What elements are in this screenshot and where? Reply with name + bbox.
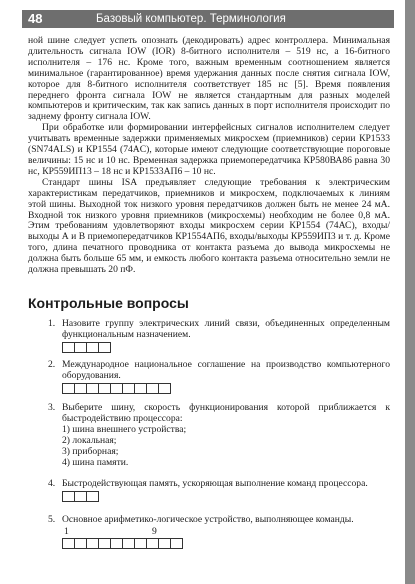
box-index-row [62, 526, 390, 536]
answer-box[interactable] [170, 538, 183, 549]
question-number: 4. [48, 478, 56, 489]
question-1 [48, 318, 390, 353]
answer-box[interactable] [158, 383, 171, 394]
question-list [48, 318, 390, 549]
answer-boxes[interactable] [62, 383, 390, 394]
question-text: Быстродействующая память, ускоряющая выполнение команд процессора. [62, 478, 368, 489]
paragraph: При обработке или формировании интерфейсных сигналов исполнителем следует учитывать временные задержки применяемых микросхем (приемников) серии КР1533 (SN74ALS) и КР1554 (74AC), которые имеют следующие соответствующие пороговые величины: 15 нс и 10 нс. Временная задержка приемопередатчика КР580ВА86 равна 30 нс, КР559ИП13 – 18 нс и КР1533АП6 – 10 нс. [28, 122, 390, 177]
paragraph: ной шине следует успеть опознать (декодировать) адрес контроллера. Минимальная длительность сигнала IOW (IOR) 8-битного исполнителя – 519 нс, а 16-битного исполнителя – 176 нс. Кроме того, важным временным соотношением является минимальное (гарантированное) время удержания данных после снятия сигнала IOW, которое для 8-битного исполнителя соответствует 185 нс [5]. Время появления переднего фронта сигнала IOW не является стандартным для разных моделей компьютеров и критическим, так как запись данных в порт исполнителя происходит по заднему фронту сигнала IOW. [28, 35, 390, 123]
section-title: Контрольные вопросы [28, 295, 189, 311]
page-header [22, 10, 394, 28]
question-text: Международное национальное соглашение на производство компьютерного оборудования. [62, 359, 390, 381]
page-edge-bar [405, 0, 415, 584]
answer-boxes[interactable] [62, 491, 390, 502]
question-number: 3. [48, 402, 56, 413]
question-text: Назовите группу электрических линий связи, объединенных определенным функциональным назначением. [62, 318, 390, 340]
question-2 [48, 359, 390, 394]
running-title: Базовый компьютер. Терминология [96, 13, 286, 25]
answer-boxes[interactable] [62, 342, 390, 353]
box-index-start: 1 [64, 526, 69, 537]
question-number: 5. [48, 514, 56, 525]
answer-option[interactable]: 4) шина памяти. [62, 457, 129, 468]
answer-option[interactable]: 2) локальная; [62, 435, 117, 446]
question-text: Основное арифметико-логическое устройство, выполняющее команды. [62, 514, 354, 525]
answer-option[interactable]: 3) приборная; [62, 446, 119, 457]
answer-box[interactable] [86, 491, 99, 502]
paragraph: Стандарт шины ISA предъявляет следующие требования к электрическим характеристикам передатчиков, приемников и микросхем, подключаемых к линиям этой шины. Выходной ток низкого уровня передатчиков должен быть не менее 24 мА. Входной ток низкого уровня приемников (микросхемы) необходим не более 0,8 мА. Этим требованиям удовлетворяют входы микросхем серии КР1554 (74АС), входы/выходы А и В приемопередатчиков КР1554АП6, входы/выходы КР559ИП3 и т. д. Кроме того, длина печатного проводника от контакта разъема до вывода микросхемы не должна быть больше 65 мм, и емкость любого контакта разъема относительно земли не должна превышать 20 пФ. [28, 176, 390, 276]
body-text [28, 36, 390, 276]
answer-box[interactable] [98, 342, 111, 353]
answer-boxes[interactable] [62, 538, 390, 549]
question-3 [48, 402, 390, 468]
question-4 [48, 478, 390, 502]
box-index-end: 9 [152, 526, 157, 537]
answer-options [62, 424, 390, 468]
question-number: 2. [48, 359, 56, 370]
answer-option[interactable]: 1) шина внешнего устройства; [62, 424, 187, 435]
question-number: 1. [48, 318, 56, 329]
page-number: 48 [28, 11, 43, 26]
question-5 [48, 514, 390, 549]
question-text: Выберите шину, скорость функционирования которой приближается к быстродействию процессора: [62, 402, 390, 424]
